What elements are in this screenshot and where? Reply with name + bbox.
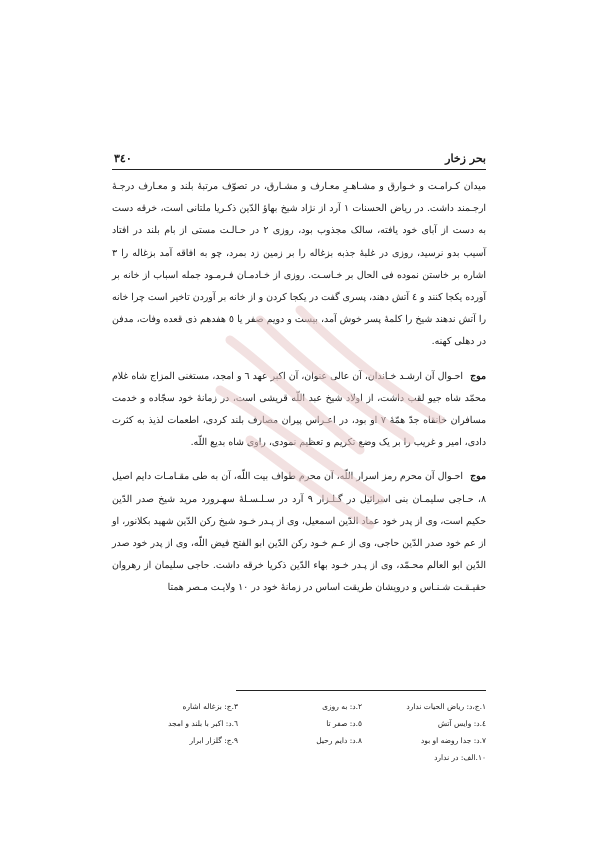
paragraph-text: میدان کـرامـت و خـوارق و مشـاهـرِ معـارف و مشـارق، در تصوّف مرتبهٔ بلند و معـارف درجـهٔ ارجـمند داشت. در ریاض الحسنات ١ آرد از نژاد شیخ بهاؤ الدّین ذکـریا ملتانی است، خرقه دست به دست از آبای خود یافته، سالک مجذوب بود، روزی ٢ در حـالـت مستی از بام بلند در افتاد آسیب بدو نرسید، روزی در غلبهٔ جذبه بزغاله را بر زمین زد بمرد، چو به افاقه آمد بزغاله را ٣ اشاره بر خاستن نموده فی الحال بر خـاسـت. روزی از خـادمـان فـرمـود جمله اسباب از خانه بر آورده یکجا کنند و ٤ آتش دهند، پسری گفت در یکجا کردن و از خانه بر آوردن تاخیر است چرا خانه را آتش ندهند شیخ را کلمهٔ پسر خوش آمد، بیست و دویم صفر یا ٥ هفدهم ذی قعده وفات، مدفن در دهلی کهنه. — [112, 181, 487, 348]
paragraph — [112, 176, 486, 354]
section-lead: موج — [470, 471, 486, 483]
footnote-row — [112, 732, 486, 749]
paragraph-text: احـوال آن ارشـد خـاندان، آن عالی عنوان، آن اکبر عهد ٦ و امجد، مستغنی المزاج شاه غلام محمّد شاه جیو لقب داشت، از اولاد شیخ عبد اللّه قریشی است، در زمانهٔ خود سجّاده و خدمت مسافران خانقاه جدّ همّهٔ ٧ او بود، در اعـراس پیران مصارف بلند کردی، اطعمات لذیذ به کثرت دادی، امیر و غریب را بر یک وضع تکریم و تعظیم نمودی، راوی شاه بدیع اللّه. — [112, 370, 486, 449]
footnote: ١.ج،د: ریاض الحیات ندارد — [406, 702, 486, 711]
footnote: ٨.د: دایم رحیل — [316, 736, 362, 745]
footnote: ٥.د: صفر تا — [326, 719, 362, 728]
footnote: ٧.د: جدا روضه او بود — [420, 736, 486, 745]
footnote-rule — [236, 690, 486, 691]
footnote-row — [112, 749, 486, 766]
running-title: بحر زخار — [445, 152, 486, 165]
paragraph-text: احـوال آن محرم رمز اسرار اللّه، آن محرم طواف بیت اللّه، آن به طی مقـامـات دایم اصیل ٨، حـاجی سلیمـان بنی اسرائیل در گـلـزار ٩ آرد در سـلـسـلهٔ سهـرورد مرید شیخ صدر الدّین حکیم است، وی از پدر خود عماد الدّین اسمعیل، وی از پـدر خـود شیخ رکن الدّین شهید بکلانور، او از عم خود صدر الدّین حاجی، وی از عـم خـود رکن الدّین ابو الفتح فیض اللّه، وی از پدر خود صدر الدّین ابو العالم محـمّد، وی از پـدر خـود بهاء الدّین ذکریا خرقه داشت. حاجی سلیمان از رهروان حقیـقـت شـنـاس و درویشان طریقت اساس در زمانهٔ خود در ١٠ ولایـت مـصر همتا — [112, 471, 486, 594]
footnote: ٩.ج: گلزار ابرار — [189, 736, 238, 745]
page-number: ٣٤٠ — [114, 152, 132, 165]
footnote-row — [112, 715, 486, 732]
paragraph — [112, 466, 486, 599]
header-rule — [112, 169, 486, 170]
footnotes — [112, 698, 486, 766]
footnote: ٤.د: وایس آتش — [437, 719, 486, 728]
footnote: ٣.ج: بزغاله اشاره — [182, 702, 238, 711]
running-header — [112, 150, 486, 170]
footnote: ٦.د: اکبر با بلند و امجد — [168, 719, 238, 728]
section-lead: موج — [470, 370, 487, 382]
footnote: ٢.د: به روزی — [322, 702, 362, 711]
footnote-row — [112, 698, 486, 715]
footnote: ١٠.الف: در ندارد — [434, 753, 486, 762]
body-text — [112, 176, 486, 600]
paragraph — [112, 366, 486, 455]
